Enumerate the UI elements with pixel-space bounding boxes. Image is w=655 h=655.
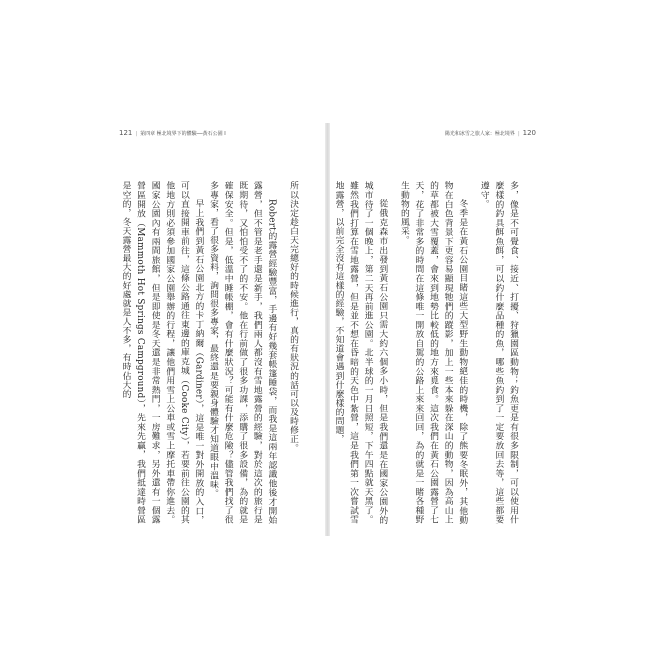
paragraph: 多，像是不可覺食、接近、打擾、狩獵園區動物；釣魚更是有很多限制，可以使用什麼樣的釣具餌魚餌，可以釣什麼品種的魚，哪些魚釣到了一定要放回去等，這些都要遵守。	[478, 181, 518, 524]
right-page-body-text	[333, 181, 520, 524]
running-head: 第四章 極北境界下的體驗──黃石公園 I	[140, 131, 226, 137]
page-number: 120	[522, 129, 536, 137]
page-number: 121	[119, 129, 133, 137]
paragraph: Robert的露營經驗豐富，手邊有好幾套帳篷睡袋，而我是這兩年認識他後才開始露營，但不管是老手還是新手，我們兩人都沒有雪地露營的經驗，對於這次的旅行是既期待，又怕怕受不了的不安。他在行前做了很多功課，添購了很多設備，為的就是確保安全。但是，低溫中睡帳棚，會有什麼狀況？可能有什麼危險？儘管我們找了很多專家，看了很多資料，詢問很多專家，最終還是要親身體驗才知道眼中溫味。	[208, 181, 277, 524]
paragraph: 早上我們到黃石公園北方的卡丁納爾（Gardiner），這是唯一對外開放的入口，可以直接開車前往，這條公路通往東邊的庫克城（Cooke City），若要前往公園的其他地方則必須參加國家公園舉辦的行程，讓他們用雪上公車或雪上摩托車帶你進去。國家公園內有兩間旅館，但是即使是冬天還是非常熱門，一房難求，另外還有一個露營區開放（Mammoth Hot Springs Campground），先來先贏，我們抵達時營區是空的，冬天露營最大的好處就是人不多，有時佔大的	[120, 181, 204, 524]
running-head: 陽光和冰雪之旅人家：極北境界	[444, 131, 515, 137]
right-page-header	[336, 129, 536, 138]
left-page-body-text	[120, 181, 300, 524]
paragraph: 從俄克森市出發到黃石公園只需大約六個多小時，但是我們還是在國家公園外的城市待了一個晚上，第二天再前進公園。北半球的一月日照短，下午四點就天黑了。雖然我們打算在雪地露營，但是並不想在昏暗的天色中紮營，這是我們第一次嘗試雪地露營，以前完全沒有這樣的經驗，不知道會遇到什麼樣的問題，	[333, 181, 388, 524]
header-separator: |	[135, 131, 138, 137]
left-page	[113, 123, 325, 536]
right-page	[330, 123, 542, 536]
header-separator: |	[517, 131, 520, 137]
paragraph: 所以決定趁白天完總好的時候進行，真的有狀況的話可以及時修正。	[288, 181, 298, 453]
paragraph: 冬季是在黃石公園目睹這些大型野生動物絕佳的時機，除了熊要冬眠外，其他動物在白色背景下更容易顯現牠們的蹤影，加上一些本來躲在深山的動物，因為高山上的草都被大雪覆蓋，會來到地勢比較低的地方來覓食。這次我們在黃石公園露營了七天，花了非常多的時間在這條唯一開放自駕的公路上來來回回，為的就是一睹各種野生動物的風采。	[398, 181, 468, 524]
left-page-header	[119, 129, 319, 138]
